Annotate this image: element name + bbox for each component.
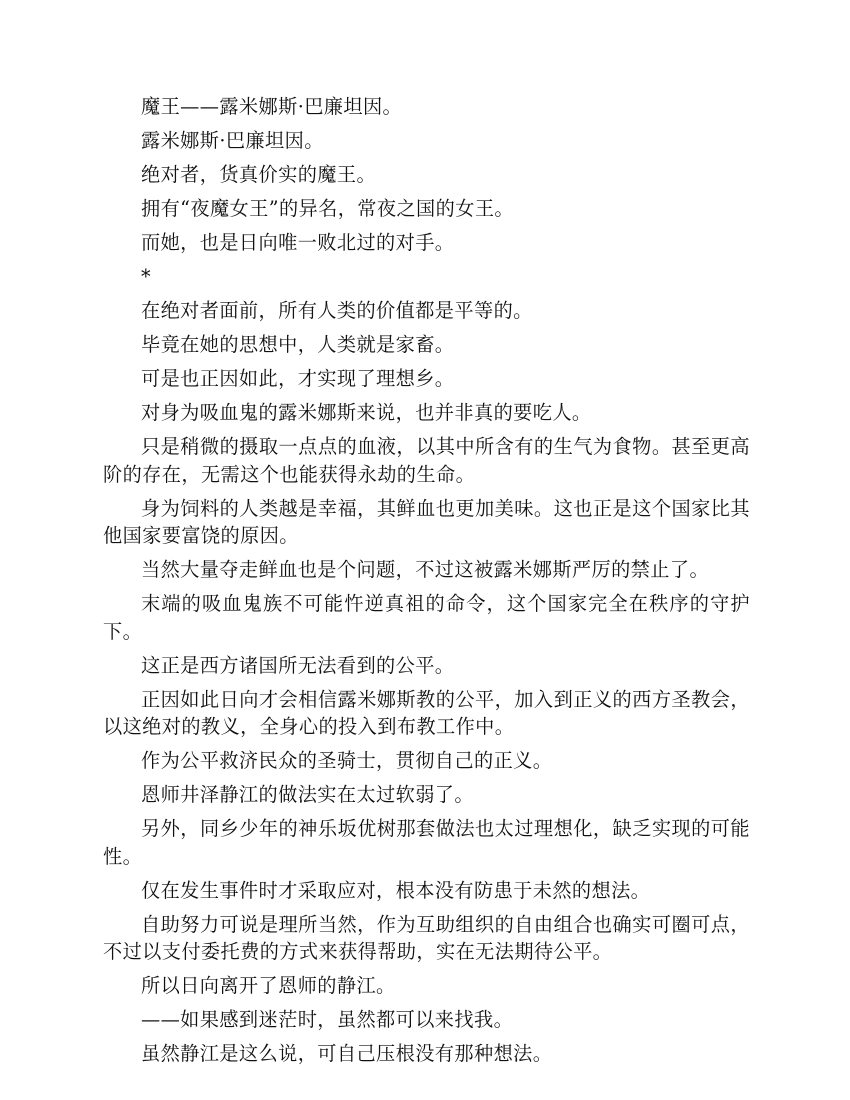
section-break: *: [141, 265, 151, 288]
paragraph: 作为公平救济民众的圣骑士，贯彻自己的正义。: [141, 749, 553, 772]
paragraph: 当然大量夺走鲜血也是个问题，不过这被露米娜斯严厉的禁止了。: [141, 558, 710, 581]
paragraph: 所以日向离开了恩师的静江。: [141, 974, 396, 997]
paragraph: 对身为吸血鬼的露米娜斯来说，也并非真的要吃人。: [141, 401, 592, 424]
paragraph: 魔王——露米娜斯·巴廉坦因。: [141, 95, 403, 118]
paragraph: 身为饲料的人类越是幸福，其鲜血也更加美味。这也正是这个国家比其他国家要富饶的原因。: [103, 496, 750, 547]
paragraph: 露米娜斯·巴廉坦因。: [141, 129, 324, 152]
paragraph: 正因如此日向才会相信露米娜斯教的公平，加入到正义的西方圣教会，以这绝对的教义，全身心的投入到布教工作中。: [103, 687, 750, 738]
paragraph: ——如果感到迷茫时，虽然都可以来找我。: [141, 1008, 514, 1031]
paragraph: 另外，同乡少年的神乐坂优树那套做法也太过理想化，缺乏实现的可能性。: [103, 817, 750, 868]
paragraph: 可是也正因如此，才实现了理想乡。: [141, 367, 455, 390]
document-body: [103, 93, 750, 1074]
paragraph: 拥有“夜魔女王”的异名，常夜之国的女王。: [141, 197, 514, 220]
paragraph: 自助努力可说是理所当然，作为互助组织的自由组合也确实可圈可点，不过以支付委托费的方式来获得帮助，实在无法期待公平。: [103, 912, 750, 963]
paragraph: 绝对者，货真价实的魔王。: [141, 163, 377, 186]
paragraph: 恩师井泽静江的做法实在太过软弱了。: [141, 783, 474, 806]
paragraph: 末端的吸血鬼族不可能忤逆真祖的命令，这个国家完全在秩序的守护下。: [103, 592, 750, 643]
paragraph: 虽然静江是这么说，可自己压根没有那种想法。: [141, 1042, 553, 1065]
paragraph: 这正是西方诸国所无法看到的公平。: [141, 653, 455, 677]
paragraph: 只是稍微的摄取一点点的血液，以其中所含有的生气为食物。甚至更高阶的存在，无需这个也能获得永劫的生命。: [103, 435, 750, 486]
paragraph: 仅在发生事件时才采取应对，根本没有防患于未然的想法。: [141, 878, 651, 902]
paragraph: 毕竟在她的思想中，人类就是家畜。: [141, 333, 455, 356]
paragraph: 而她，也是日向唯一败北过的对手。: [141, 231, 455, 254]
paragraph: 在绝对者面前，所有人类的价值都是平等的。: [141, 299, 533, 322]
